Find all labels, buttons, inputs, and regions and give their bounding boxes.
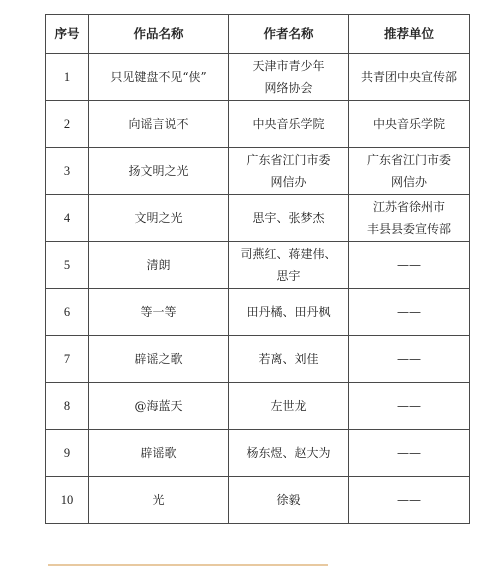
cell-author-name [229,148,349,195]
cell-recommending-unit [349,477,470,524]
author-line: 思宇、张梦杰 [252,211,325,225]
works-table [45,14,470,524]
table-row [46,148,470,195]
table-row [46,477,470,524]
unit-line: 网信办 [390,175,427,189]
unit-line: —— [397,446,421,460]
cell-work-title: 向谣言说不 [89,101,229,148]
cell-work-title: 光 [89,477,229,524]
unit-line: 江苏省徐州市 [372,200,445,214]
cell-author-name [229,477,349,524]
cell-author-name [229,242,349,289]
unit-line: —— [397,305,421,319]
author-line: 徐毅 [276,493,301,507]
cell-serial-number: 3 [46,148,89,195]
cell-serial-number: 7 [46,336,89,383]
author-line: 中央音乐学院 [252,117,325,131]
cell-author-name [229,54,349,101]
cell-author-name [229,195,349,242]
cell-author-name [229,289,349,336]
author-line: 网络协会 [264,81,313,95]
cell-serial-number: 6 [46,289,89,336]
table-row [46,289,470,336]
cell-author-name [229,336,349,383]
author-line: 司燕红、蒋建伟、 [240,247,337,261]
author-line: 网信办 [270,175,307,189]
header-author-name: 作者名称 [229,15,349,54]
unit-line: 丰县县委宣传部 [366,222,451,236]
cell-serial-number: 5 [46,242,89,289]
author-line: 左世龙 [270,399,307,413]
author-line: 若离、刘佳 [258,352,319,366]
unit-line: 中央音乐学院 [372,117,445,131]
cell-work-title: 只见键盘不见“侠” [89,54,229,101]
cell-work-title: @海蓝天 [89,383,229,430]
bottom-accent-bar [48,564,328,566]
cell-recommending-unit [349,336,470,383]
author-line: 天津市青少年 [252,59,325,73]
cell-serial-number: 10 [46,477,89,524]
cell-serial-number: 1 [46,54,89,101]
cell-recommending-unit [349,383,470,430]
author-line: 广东省江门市委 [246,153,331,167]
table-body [46,54,470,524]
table-row [46,336,470,383]
header-work-title: 作品名称 [89,15,229,54]
cell-recommending-unit [349,289,470,336]
cell-author-name [229,101,349,148]
table-row [46,54,470,101]
table-header-row [46,15,470,54]
unit-line: 广东省江门市委 [366,153,451,167]
table-row [46,383,470,430]
unit-line: 共青团中央宣传部 [360,70,457,84]
cell-serial-number: 2 [46,101,89,148]
author-line: 思宇 [276,269,301,283]
unit-line: —— [397,493,421,507]
unit-line: —— [397,352,421,366]
table-row [46,195,470,242]
cell-recommending-unit [349,54,470,101]
cell-recommending-unit [349,195,470,242]
cell-work-title: 辟谣之歌 [89,336,229,383]
cell-author-name [229,383,349,430]
author-line: 田丹橘、田丹枫 [246,305,331,319]
cell-serial-number: 8 [46,383,89,430]
cell-author-name [229,430,349,477]
cell-work-title: 清朗 [89,242,229,289]
unit-line: —— [397,399,421,413]
cell-work-title: 辟谣歌 [89,430,229,477]
author-line: 杨东煜、赵大为 [246,446,331,460]
cell-recommending-unit [349,101,470,148]
cell-serial-number: 4 [46,195,89,242]
cell-serial-number: 9 [46,430,89,477]
table-row [46,242,470,289]
cell-recommending-unit [349,242,470,289]
header-recommending-unit: 推荐单位 [349,15,470,54]
cell-recommending-unit [349,148,470,195]
header-serial-number: 序号 [46,15,89,54]
table-row [46,430,470,477]
cell-recommending-unit [349,430,470,477]
cell-work-title: 文明之光 [89,195,229,242]
unit-line: —— [397,258,421,272]
table-row [46,101,470,148]
cell-work-title: 扬文明之光 [89,148,229,195]
cell-work-title: 等一等 [89,289,229,336]
